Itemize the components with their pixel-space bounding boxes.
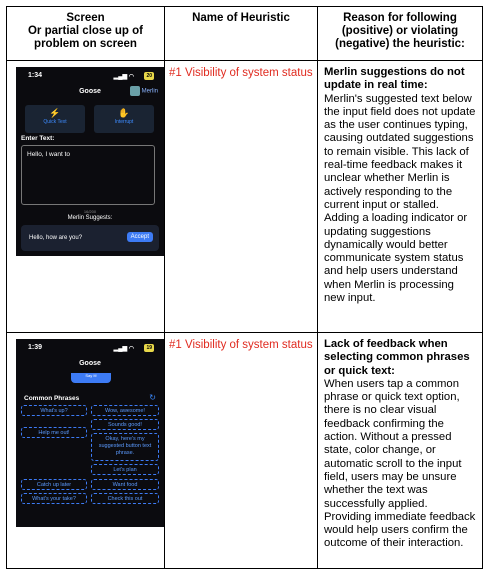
hand-icon: ✋: [118, 108, 130, 118]
battery-icon: 19: [146, 345, 152, 351]
avatar-label: Merlin: [141, 88, 158, 95]
status-time: 1:39: [28, 344, 43, 351]
battery-icon: 20: [146, 73, 152, 79]
nav-title: Goose: [79, 360, 101, 367]
header-reason: [318, 7, 483, 61]
phrase-chip-label: What's your take?: [32, 496, 76, 502]
reason-title: Lack of feedback when selecting common phrases or quick text:: [324, 338, 470, 377]
suggestion-text: Hello, how are you?: [29, 235, 83, 241]
reason-cell: [318, 333, 483, 569]
header-screen-line1: Screen: [66, 12, 105, 24]
phrase-chip[interactable]: [21, 405, 87, 416]
reason-body: Merlin's suggested text below the input field does not update as the user continues typing, causing outdated suggestions to remain visible. This lack of real-time feedback makes it unclear whether Merlin is actively responding to the current input or stalled. Adding a loading indicator or updating suggestions dynamically would better communicate system status and help users understand when Merlin is processing new input.: [324, 92, 476, 305]
screen-cell: [7, 333, 165, 569]
phrase-chip-label: Let's plan: [113, 467, 137, 473]
status-time: 1:34: [28, 72, 43, 79]
reason-title: Merlin suggestions do not update in real time:: [324, 66, 465, 92]
phrase-chip[interactable]: [91, 464, 159, 475]
phrase-chip[interactable]: [91, 433, 159, 461]
accept-button[interactable]: Accept: [127, 232, 153, 242]
table-row: [7, 61, 483, 333]
phrase-chip[interactable]: [91, 419, 159, 430]
reason-cell: [318, 61, 483, 333]
phrase-chip[interactable]: [91, 493, 159, 504]
phrase-chip-label: What's up?: [40, 408, 68, 414]
suggestion-box: [21, 225, 159, 251]
header-reason-line3: (negative) the heuristic:: [335, 38, 465, 50]
header-screen-line3: problem on screen: [34, 38, 137, 50]
phrase-chip[interactable]: [21, 427, 87, 438]
phrase-chip-label: Wow, awesome!: [105, 408, 145, 414]
enter-text-label: Enter Text:: [21, 135, 55, 142]
table-row: [7, 333, 483, 569]
heuristic-table: [6, 6, 483, 569]
avatar: [130, 86, 140, 96]
lightning-icon: ⚡: [49, 108, 61, 118]
screen-cell: [7, 61, 165, 333]
phrase-chip[interactable]: [91, 479, 159, 490]
signal-wifi-icon: ▂▄▆ ◠: [113, 74, 134, 80]
heuristic-name: #1 Visibility of system status: [165, 61, 318, 333]
phone-screenshot: [16, 339, 164, 527]
header-screen-line2: Or partial close up of: [27, 25, 144, 37]
merlin-suggests-label: Merlin Suggests:: [67, 215, 113, 221]
phrase-chip-label: Help me out!: [38, 430, 70, 436]
phrase-chip-label: Check this out: [107, 496, 143, 502]
phrase-chip[interactable]: [21, 479, 87, 490]
header-row: [7, 7, 483, 61]
phone-screenshot: [16, 67, 164, 256]
reason-body: When users tap a common phrase or quick text option, there is no clear visual feedback confirming the action. Without a pressed state, color change, or automatic scroll to the input field, users may be unsure whether the text was successfully applied. Providing immediate feedback would help users confirm the outcome of their interaction.: [324, 377, 476, 550]
header-screen: [7, 7, 165, 61]
signal-wifi-icon: ▂▄▆ ◠: [113, 346, 134, 352]
nav-title: Goose: [79, 88, 101, 95]
common-phrases-label: Common Phrases: [24, 395, 80, 402]
text-input[interactable]: Hello, I want to: [21, 145, 155, 205]
interrupt-button[interactable]: [94, 105, 154, 133]
quick-text-button[interactable]: [25, 105, 85, 133]
header-heuristic: Name of Heuristic: [165, 7, 318, 61]
phrase-chip-label: Okay, here's my suggested button text phrase.: [98, 436, 152, 456]
status-bar: [28, 72, 156, 82]
status-bar: [28, 344, 156, 354]
phrase-chip-label: Sounds good!: [108, 422, 142, 428]
phrase-chip-label: Catch up later: [36, 482, 72, 488]
refresh-icon[interactable]: ↻: [149, 393, 156, 402]
interrupt-label: Interrupt: [114, 119, 134, 125]
heuristic-name: #1 Visibility of system status: [165, 333, 318, 569]
quick-text-label: Quick Text: [43, 119, 67, 125]
phrase-chip[interactable]: [21, 493, 87, 504]
header-reason-line2: (positive) or violating: [341, 25, 459, 37]
say-it-button[interactable]: Say It!: [71, 373, 111, 383]
phrase-chip[interactable]: [91, 405, 159, 416]
merlin-avatar-button[interactable]: [130, 86, 158, 96]
char-count: 16/200: [83, 209, 97, 214]
header-reason-line1: Reason for following: [343, 12, 457, 24]
phrase-chip-label: Want food: [112, 482, 138, 488]
